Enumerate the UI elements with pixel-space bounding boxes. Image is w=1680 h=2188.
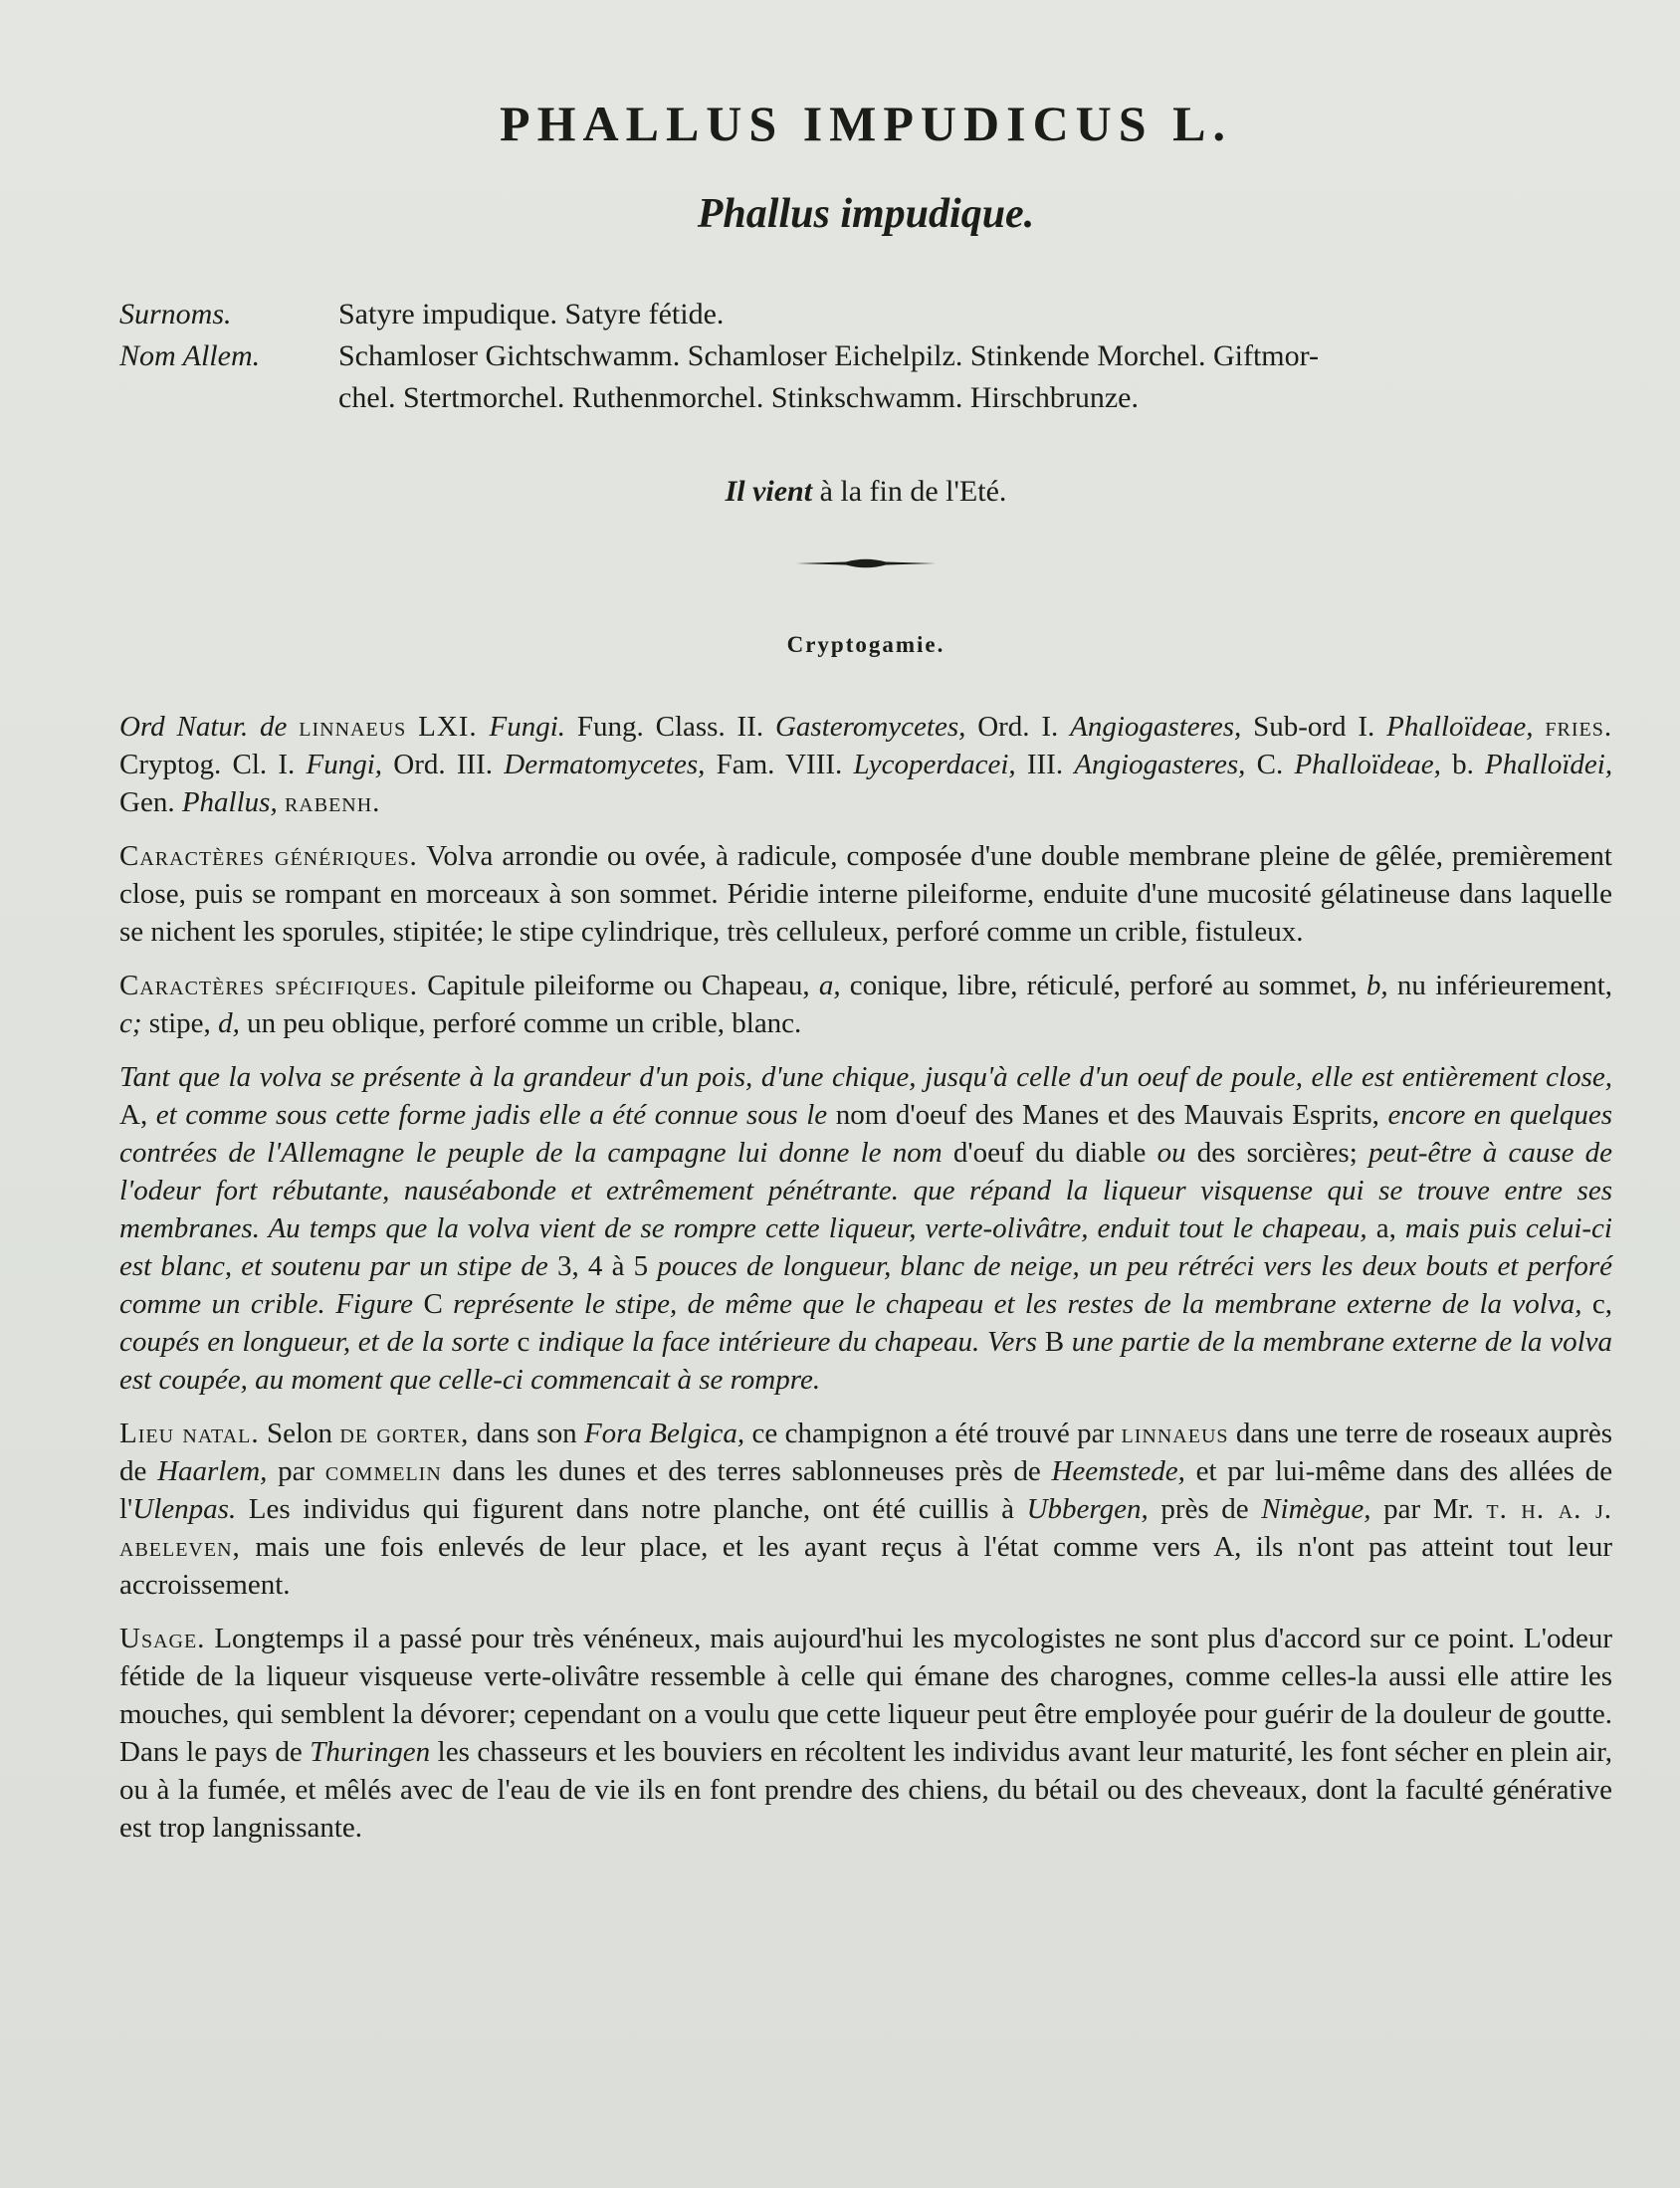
ord-text: LXI. (418, 711, 478, 743)
ord-text: Fam. VIII. (716, 749, 843, 780)
description-italic: peut-être à cause de l'odeur fort rébutante, nauséabonde et extrêmement pénétrante. que répand la liqueur visquense qui se trouve entre ses membranes. Au temps que la volva vient de se rompre cette liqueur, verte-olivâtre, enduit tout le chapeau, (119, 1137, 1613, 1244)
figure-letter: b, (1365, 970, 1388, 1001)
specific-characters-paragraph (119, 967, 1612, 1042)
ord-text: Fungi. (489, 711, 566, 743)
ord-text: Phalloïdeae, (1386, 711, 1534, 743)
habitat-author: de gorter, (339, 1418, 470, 1449)
specific-characters-label: Caractères spécifiques. (119, 970, 418, 1001)
description-paragraph (119, 1058, 1612, 1399)
ord-author: fries. (1545, 711, 1613, 743)
specific-text: nu inférieurement, (1396, 970, 1613, 1001)
description-italic: une partie de la membrane externe de la volva est coupée, au moment que celle-ci commencait à se rompre. (119, 1326, 1613, 1396)
ord-text: C. (1256, 749, 1284, 780)
ord-text: Ord. I. (977, 711, 1059, 743)
ord-text: Ord Natur. de (119, 711, 288, 743)
description-italic: Tant que la volva se présente à la grandeur d'un pois, d'une chique, jusqu'à celle d'un oeuf de poule, elle est entièrement close, (119, 1061, 1612, 1093)
habitat-label: Lieu natal. (119, 1418, 260, 1449)
surnoms-label: Surnoms. (119, 298, 232, 330)
ornament-divider (119, 556, 1612, 570)
ord-text: Angiogasteres, (1070, 711, 1242, 743)
habitat-author: t. h. a. j. abeleven, (119, 1493, 1613, 1563)
page-title: PHALLUS IMPUDICUS L. (500, 96, 1232, 151)
page-subtitle: Phallus impudique. (697, 191, 1035, 237)
generic-characters-label: Caractères génériques. (119, 840, 418, 872)
habitat-text: Selon (266, 1418, 333, 1449)
description-italic: et comme sous cette forme jadis elle a été connue sous le (155, 1099, 828, 1131)
habitat-text: Les individus qui figurent dans notre planche, ont été cuillis à (248, 1493, 1015, 1525)
synonyms-row-surnoms (119, 294, 1612, 335)
description-text: c, (1591, 1288, 1612, 1320)
description-text: d'oeuf du diable (952, 1137, 1147, 1169)
ord-text: Gasteromycetes, (774, 711, 966, 743)
figure-letter: a, (818, 970, 841, 1001)
habitat-author: commelin (324, 1455, 442, 1487)
ord-text: Fungi, (306, 749, 383, 780)
synonyms-row-allem (119, 335, 1612, 377)
description-italic: représente le stipe, de même que le chapeau et les restes de la membrane externe de la volva, (453, 1288, 1582, 1320)
ord-text: Fung. Class. II. (576, 711, 764, 743)
document-body (119, 95, 1612, 1862)
description-text: des sorcières; (1196, 1137, 1358, 1169)
description-text: a, (1375, 1212, 1396, 1244)
habitat-italic: Fora Belgica, (583, 1418, 745, 1449)
description-italic: pouces de longueur, blanc de neige, un peu rétréci vers les deux bouts et perforé comme un crible. Figure (119, 1250, 1613, 1320)
habitat-italic: Ubbergen, (1026, 1493, 1149, 1525)
ord-text: III. (1026, 749, 1064, 780)
ord-author: rabenh. (284, 786, 381, 818)
habitat-italic: Heemstede, (1051, 1455, 1185, 1487)
ord-text: Gen. (119, 786, 175, 818)
ord-author: linnaeus (299, 711, 407, 743)
ord-text: Lycoperdacei, (853, 749, 1016, 780)
habitat-italic: Haarlem, (157, 1455, 268, 1487)
season-line (119, 475, 1612, 509)
specific-text: conique, libre, réticulé, perforé au sommet, (849, 970, 1358, 1001)
ord-text: Phalloïdei, (1485, 749, 1613, 780)
habitat-text: mais une fois enlevés de leur place, et les ayant reçus à l'état comme vers A, ils n'ont pas atteint tout leur accroissement. (119, 1531, 1612, 1601)
usage-paragraph (119, 1620, 1612, 1847)
ord-text: Phallus, (181, 786, 278, 818)
section-title: Cryptogamie. (786, 632, 945, 657)
description-text: 3, 4 à 5 (556, 1250, 649, 1282)
description-italic: ou (1156, 1137, 1186, 1169)
synonyms-block (119, 294, 1612, 419)
season-text: à la fin de l'Eté. (819, 475, 1007, 508)
description-text: A, (119, 1099, 148, 1131)
divider-ornament-icon (796, 556, 936, 570)
specific-text: stipe, (148, 1007, 211, 1039)
description-italic: coupés en longueur, et de la sorte (119, 1326, 510, 1358)
description-italic: encore en quelques contrées de l'Allemagne le peuple de la campagne lui donne le nom (119, 1099, 1612, 1169)
surnoms-value: Satyre impudique. Satyre fétide. (338, 298, 725, 330)
usage-label: Usage. (119, 1623, 206, 1654)
usage-text: les chasseurs et les bouviers en récoltent les individus avant leur maturité, les font sécher en plein air, ou à la fumée, et mêlés avec de l'eau de vie ils en font prendre des chiens, du bétail ou des cheveaux, dont la faculté générative est trop langnissante. (119, 1736, 1613, 1844)
figure-letter: c; (119, 1007, 142, 1039)
ord-text: Dermatomycetes, (504, 749, 706, 780)
ord-text: b. (1452, 749, 1474, 780)
habitat-text: par (278, 1455, 315, 1487)
description-text: nom d'oeuf des Manes et des Mauvais Esprits, (835, 1099, 1379, 1131)
habitat-text: et par lui-même dans des allées de l' (119, 1455, 1613, 1525)
ord-text: Ord. III. (393, 749, 494, 780)
season-italic: Il vient (725, 475, 813, 508)
description-text: c (517, 1326, 530, 1358)
ord-paragraph (119, 708, 1612, 821)
habitat-text: dans une terre de roseaux auprès de (119, 1418, 1613, 1487)
habitat-text: dans son (476, 1418, 577, 1449)
ord-text: Sub-ord I. (1253, 711, 1375, 743)
habitat-paragraph (119, 1415, 1612, 1604)
allem-value: Schamloser Gichtschwamm. Schamloser Eichelpilz. Stinkende Morchel. Giftmor- (338, 339, 1319, 372)
usage-text: Longtemps il a passé pour très vénéneux, mais aujourd'hui les mycologistes ne sont plus d'accord sur ce point. L'odeur fétide de la liqueur visqueuse verte-olivâtre ressemble à celle qui émane des charognes, comme celles-la aussi elle attire les mouches, qui semblent la dévorer; cependant on a voulu que cette liqueur peut être employée pour guérir de la douleur de goutte. Dans le pays de (119, 1623, 1612, 1768)
generic-characters-paragraph (119, 837, 1612, 951)
figure-letter: d, (218, 1007, 240, 1039)
habitat-text: près de (1160, 1493, 1249, 1525)
usage-italic: Thuringen (310, 1736, 431, 1768)
ord-text: Angiogasteres, (1074, 749, 1246, 780)
allem-label: Nom Allem. (119, 339, 261, 372)
generic-characters-text: Volva arrondie ou ovée, à radicule, composée d'une double membrane pleine de gêlée, premièrement close, puis se rompant en morceaux à son sommet. Péridie interne pileiforme, enduite d'une mucosité gélatineuse dans laquelle se nichent les sporules, stipitée; le stipe cylindrique, très celluleux, perforé comme un crible, fistuleux. (119, 840, 1612, 948)
description-text: C (423, 1288, 443, 1320)
allem-value-continued: chel. Stertmorchel. Ruthenmorchel. Stinkschwamm. Hirschbrunze. (338, 381, 1139, 414)
ord-text: Cryptog. Cl. I. (119, 749, 296, 780)
description-text: B (1044, 1326, 1065, 1358)
habitat-italic: Ulenpas. (132, 1493, 237, 1525)
habitat-text: par Mr. (1383, 1493, 1474, 1525)
habitat-author: linnaeus (1121, 1418, 1229, 1449)
habitat-text: dans les dunes et des terres sablonneuses près de (452, 1455, 1041, 1487)
specific-text: Capitule pileiforme ou Chapeau, (427, 970, 810, 1001)
specific-text: un peu oblique, perforé comme un crible, blanc. (247, 1007, 802, 1039)
habitat-italic: Nimègue, (1261, 1493, 1371, 1525)
description-italic: mais puis celui-ci est blanc, et soutenu par un stipe de (119, 1212, 1612, 1282)
ord-text: Phalloïdeae, (1294, 749, 1441, 780)
habitat-text: ce champignon a été trouvé par (751, 1418, 1115, 1449)
description-italic: indique la face intérieure du chapeau. Vers (537, 1326, 1037, 1358)
